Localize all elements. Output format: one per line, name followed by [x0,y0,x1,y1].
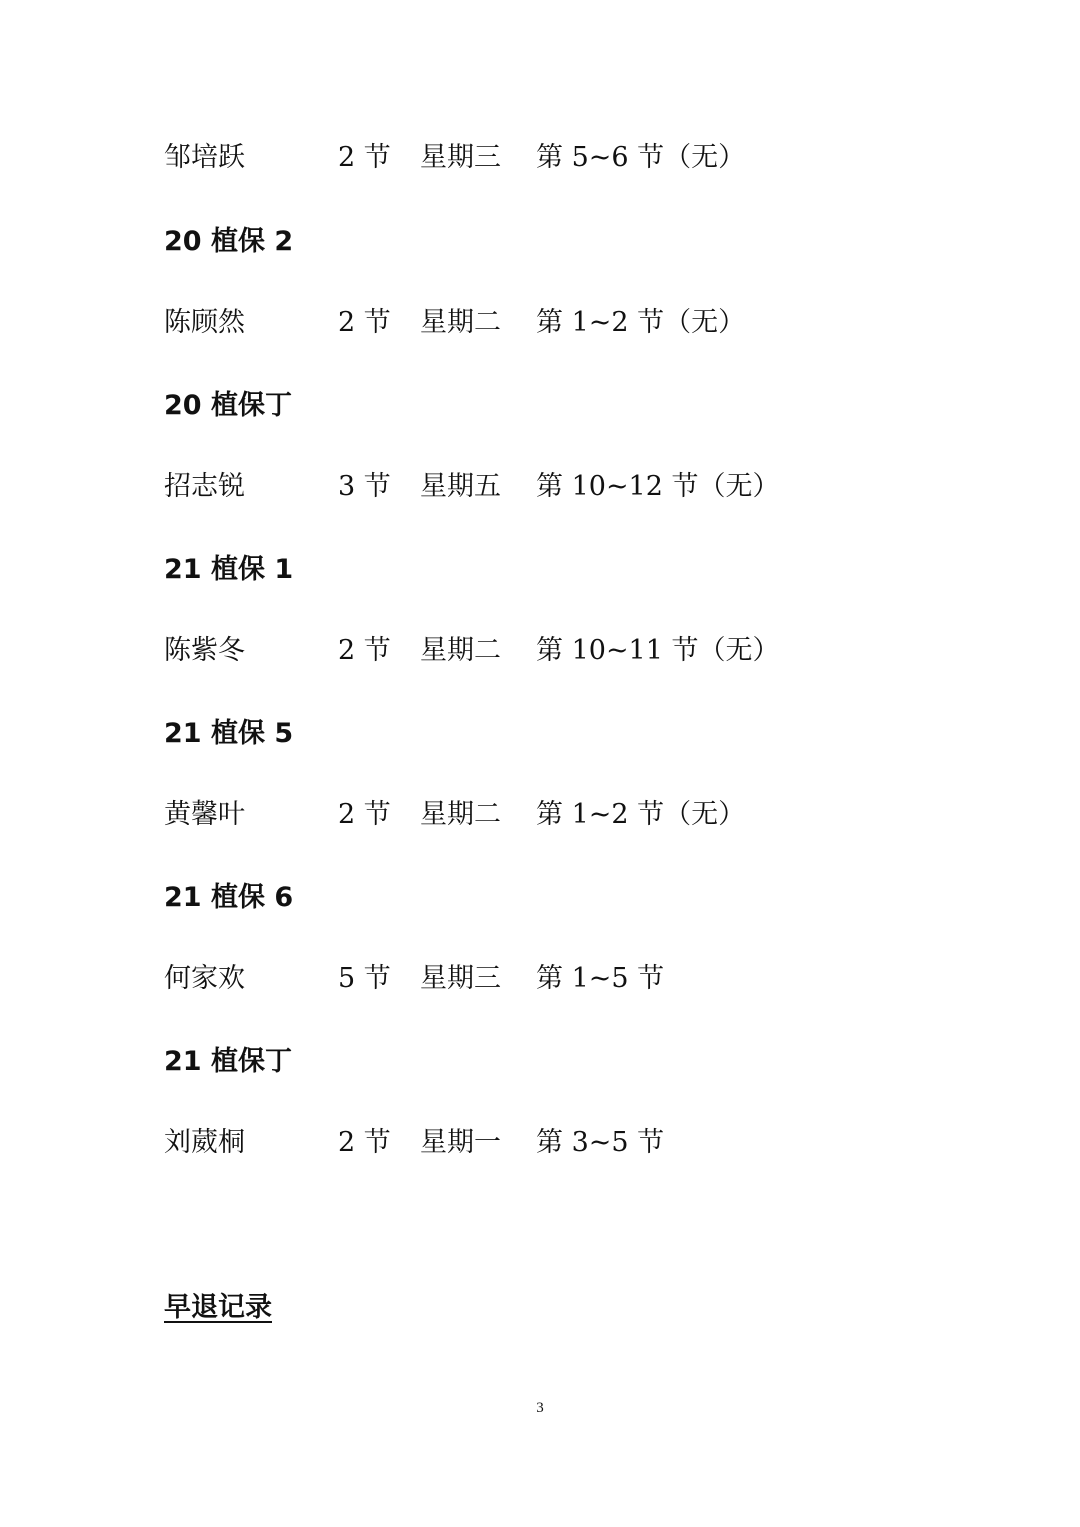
class-heading: 21 植保 6 [164,882,294,913]
period-slot: 第 1~5 节 [536,963,665,994]
weekday: 星期二 [420,307,501,338]
attendance-record [164,1123,664,1163]
attendance-record [164,795,745,835]
student-name: 刘葳桐 [164,1127,245,1158]
student-name: 招志锐 [164,471,245,502]
period-count: 2 节 [338,307,391,338]
period-count: 2 节 [338,142,391,173]
period-slot: 第 5~6 节（无） [536,142,746,173]
class-heading: 20 植保丁 [164,390,292,421]
period-count: 2 节 [338,635,391,666]
class-heading: 21 植保 5 [164,718,294,749]
student-name: 陈顾然 [164,307,245,338]
period-slot: 第 10~12 节（无） [536,471,780,502]
weekday: 星期三 [420,142,501,173]
weekday: 星期五 [420,471,501,502]
weekday: 星期二 [420,799,501,830]
student-name: 黄馨叶 [164,799,245,830]
attendance-record [164,959,664,999]
student-name: 何家欢 [164,963,245,994]
class-heading: 20 植保 2 [164,226,294,257]
attendance-record [164,467,780,507]
period-count: 3 节 [338,471,391,502]
period-slot: 第 10~11 节（无） [536,635,780,666]
class-heading: 21 植保 1 [164,554,294,585]
page-number: 3 [536,1400,544,1416]
weekday: 星期一 [420,1127,501,1158]
period-slot: 第 3~5 节 [536,1127,665,1158]
attendance-record [164,303,745,343]
period-slot: 第 1~2 节（无） [536,307,746,338]
weekday: 星期二 [420,635,501,666]
student-name: 陈紫冬 [164,635,245,666]
period-count: 5 节 [338,963,391,994]
attendance-record [164,631,780,671]
section-title: 早退记录 [164,1292,272,1323]
weekday: 星期三 [420,963,501,994]
student-name: 邹培跃 [164,142,245,173]
class-heading: 21 植保丁 [164,1046,292,1077]
attendance-record [164,138,745,178]
period-count: 2 节 [338,1127,391,1158]
period-slot: 第 1~2 节（无） [536,799,746,830]
period-count: 2 节 [338,799,391,830]
